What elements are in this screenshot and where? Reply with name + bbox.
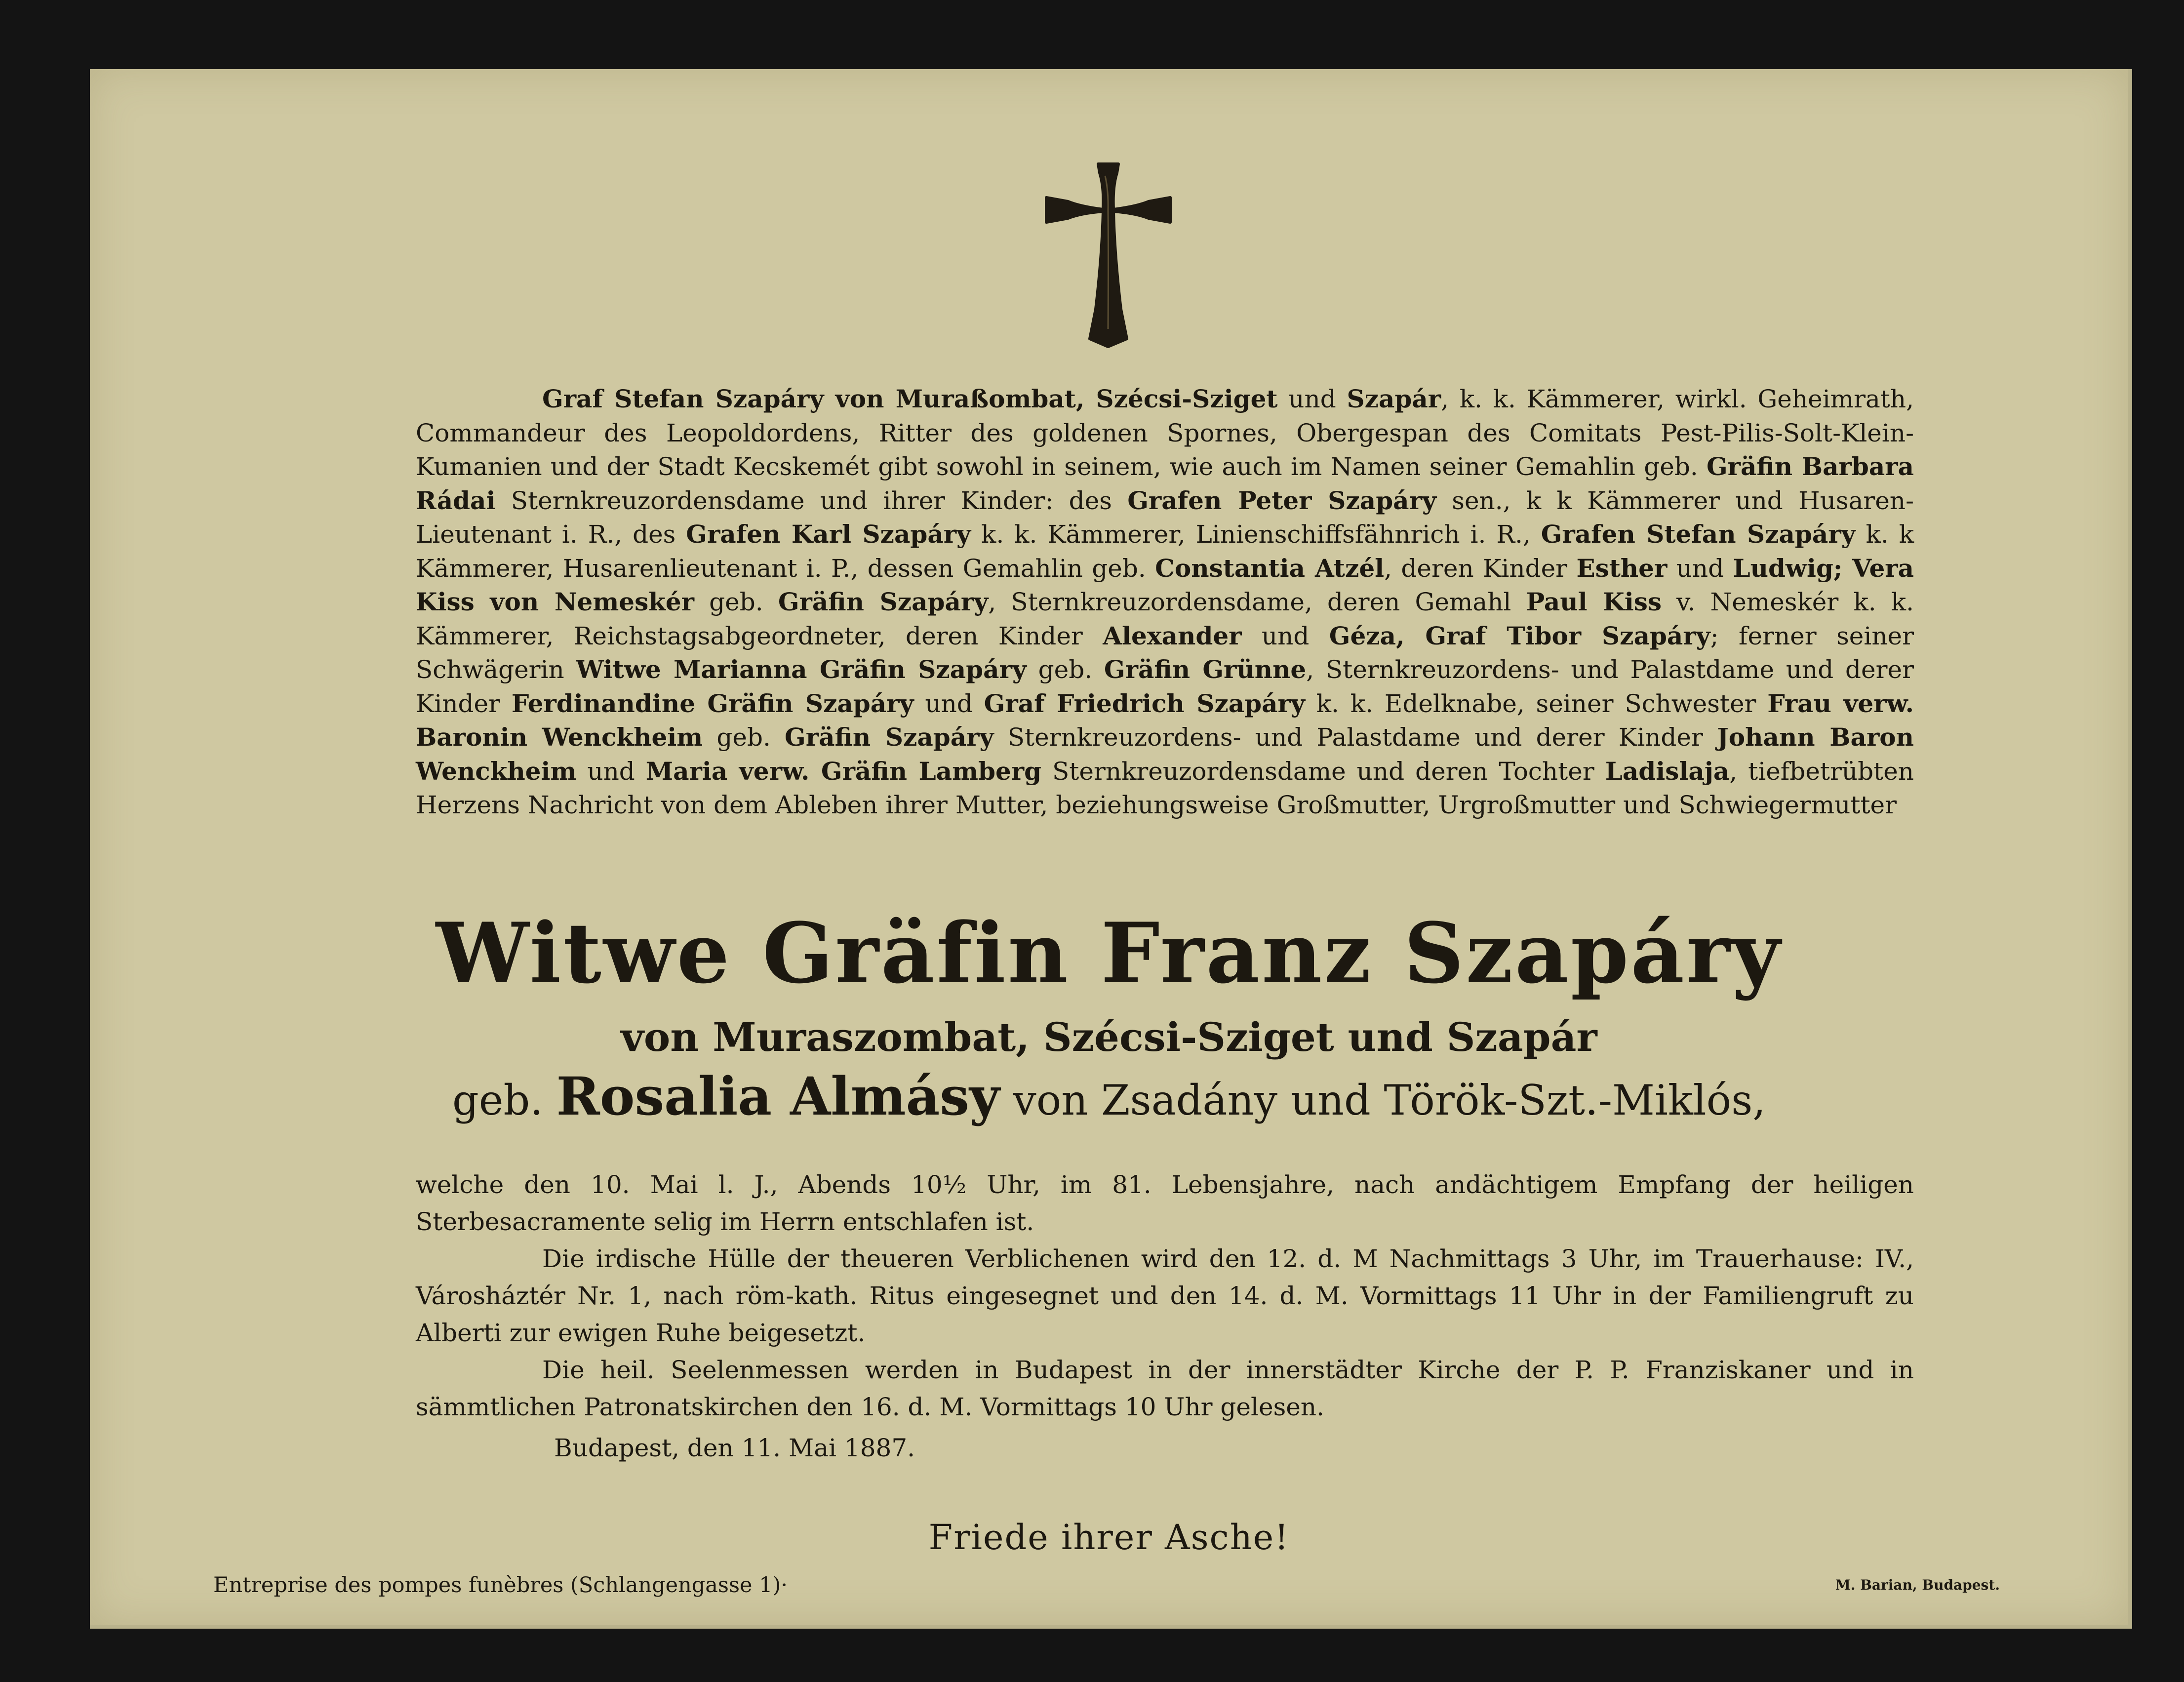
intro-segment: Grafen Karl Szapáry (686, 520, 971, 549)
intro-segment: , k. k. Kämmerer, wirkl. Geheimrath, Commandeur des Leopoldordens, Ritter des goldenen Spornes, Obergespan des Comitats Pest-Pilis-Solt-Klein-Kumanien und der Stadt Kecskemét gibt sowohl in seinem, wie auch im Namen seiner Gemahlin geb. (416, 385, 1914, 481)
intro-segment: Maria verw. Gräfin Lamberg (645, 756, 1042, 786)
intro-segment: Grafen Peter Szapáry (1127, 485, 1436, 515)
intro-segment: Sternkreuzordens- und Palastdame und derer Kinder (993, 723, 1717, 752)
farewell-line: Friede ihrer Asche! (928, 1517, 1290, 1558)
deceased-name: Witwe Gräfin Franz Szapáry (436, 904, 1783, 1002)
deceased-birth-line (90, 1065, 2128, 1129)
intro-segment: , Sternkreuzordensdame, deren Gemahl (988, 588, 1526, 616)
intro-segment: Johann Baron Wenckheim (416, 722, 1914, 786)
intro-segment: Ferdinandine Gräfin Szapáry (511, 688, 914, 718)
intro-segment: Frau verw. Baronin Wenckheim (416, 688, 1914, 752)
place-date: Budapest, den 11. Mai 1887. (554, 1434, 915, 1462)
intro-paragraph (416, 382, 1914, 822)
intro-segment: und (1277, 385, 1347, 413)
intro-segment: Géza, Graf Tibor Szapáry (1329, 621, 1710, 650)
intro-segment: , deren Kinder (1384, 554, 1577, 583)
birth-prefix: geb. (452, 1076, 543, 1124)
intro-segment: Gräfin Szapáry (785, 722, 994, 752)
intro-segment: Sternkreuzordensdame und ihrer Kinder: des (495, 486, 1128, 515)
intro-segment: Gräfin Szapáry (778, 587, 989, 616)
intro-segment: Gräfin Grünne (1104, 655, 1307, 684)
printer-imprint: M. Barian, Budapest. (1835, 1577, 2000, 1593)
intro-segment: k. k. Kämmerer, Linienschiffsfähnrich i. R., (971, 520, 1541, 549)
obituary-sheet (90, 69, 2132, 1629)
intro-segment: Szapár (1347, 384, 1441, 413)
intro-segment: , tiefbetrübten Herzens Nachricht von dem Ableben ihrer Mutter, beziehungsweise Großmutter, Urgroßmutter und Schwiegermutter (416, 757, 1914, 819)
birth-name: Rosalia Almásy (556, 1065, 1000, 1127)
birth-suffix: von Zsadány und Török-Szt.-Miklós, (1013, 1076, 1766, 1124)
latin-cross-icon (1043, 161, 1174, 349)
intro-segment: sen., k k Kämmerer und Husaren-Lieutenant i. R., des (416, 486, 1914, 549)
intro-segment: ; ferner seiner Schwägerin (416, 621, 1914, 684)
funeral-paragraph: Die irdische Hülle der theueren Verblichenen wird den 12. d. M Nachmittags 3 Uhr, im Trauerhause: IV., Városháztér Nr. 1, nach röm-kath. Ritus eingesegnet und den 14. d. M. Vormittags 11 Uhr in der Familiengruft zu Alberti zur ewigen Ruhe beigesetzt. (416, 1244, 1914, 1347)
intro-segment: und (576, 757, 646, 786)
intro-segment: Gräfin Barbara Rádai (416, 452, 1914, 515)
intro-segment: Sternkreuzordensdame und deren Tochter (1041, 757, 1605, 786)
intro-segment: Esther (1576, 553, 1668, 583)
intro-segment: und (1667, 554, 1733, 583)
funeral-company-imprint: Entreprise des pompes funèbres (Schlangengasse 1)· (213, 1573, 788, 1598)
intro-segment: geb. (703, 723, 785, 752)
intro-segment: Graf Stefan Szapáry von Muraßombat, Szécsi-Sziget (542, 384, 1278, 413)
requiem-paragraph: Die heil. Seelenmessen werden in Budapest in der innerstädter Kirche der P. P. Franziskaner und in sämmtlichen Patronatskirchen den 16. d. M. Vormittags 10 Uhr gelesen. (416, 1356, 1914, 1421)
intro-segment: Constantia Atzél (1155, 553, 1385, 583)
intro-segment: Witwe Marianna Gräfin Szapáry (576, 655, 1027, 684)
deceased-titles: von Muraszombat, Szécsi-Sziget und Szapár (621, 1014, 1597, 1060)
intro-segment: k. k. Edelknabe, seiner Schwester (1305, 689, 1768, 718)
intro-segment: Grafen Stefan Szapáry (1541, 520, 1856, 549)
intro-segment: Ludwig; Vera Kiss von Nemeskér (416, 553, 1914, 616)
obituary-body (416, 1166, 1914, 1467)
intro-segment: k. k Kämmerer, Husarenlieutenant i. P., dessen Gemahlin geb. (416, 520, 1914, 583)
intro-segment: und (1241, 621, 1329, 650)
intro-segment: geb. (694, 588, 778, 616)
death-paragraph: welche den 10. Mai l. J., Abends 10½ Uhr, im 81. Lebensjahre, nach andächtigem Empfang der heiligen Sterbesacramente selig im Herrn entschlafen ist. (416, 1170, 1914, 1236)
intro-segment: , Sternkreuzordens- und Palastdame und derer Kinder (416, 655, 1914, 718)
intro-segment: Ladislaja (1605, 756, 1730, 786)
intro-segment: und (913, 689, 984, 718)
intro-segment: geb. (1026, 655, 1104, 684)
intro-segment: Paul Kiss (1526, 587, 1662, 616)
intro-segment: Alexander (1103, 621, 1242, 650)
intro-segment: v. Nemeskér k. k. Kämmerer, Reichstagsabgeordneter, deren Kinder (416, 588, 1914, 650)
intro-segment: Graf Friedrich Szapáry (984, 688, 1305, 718)
